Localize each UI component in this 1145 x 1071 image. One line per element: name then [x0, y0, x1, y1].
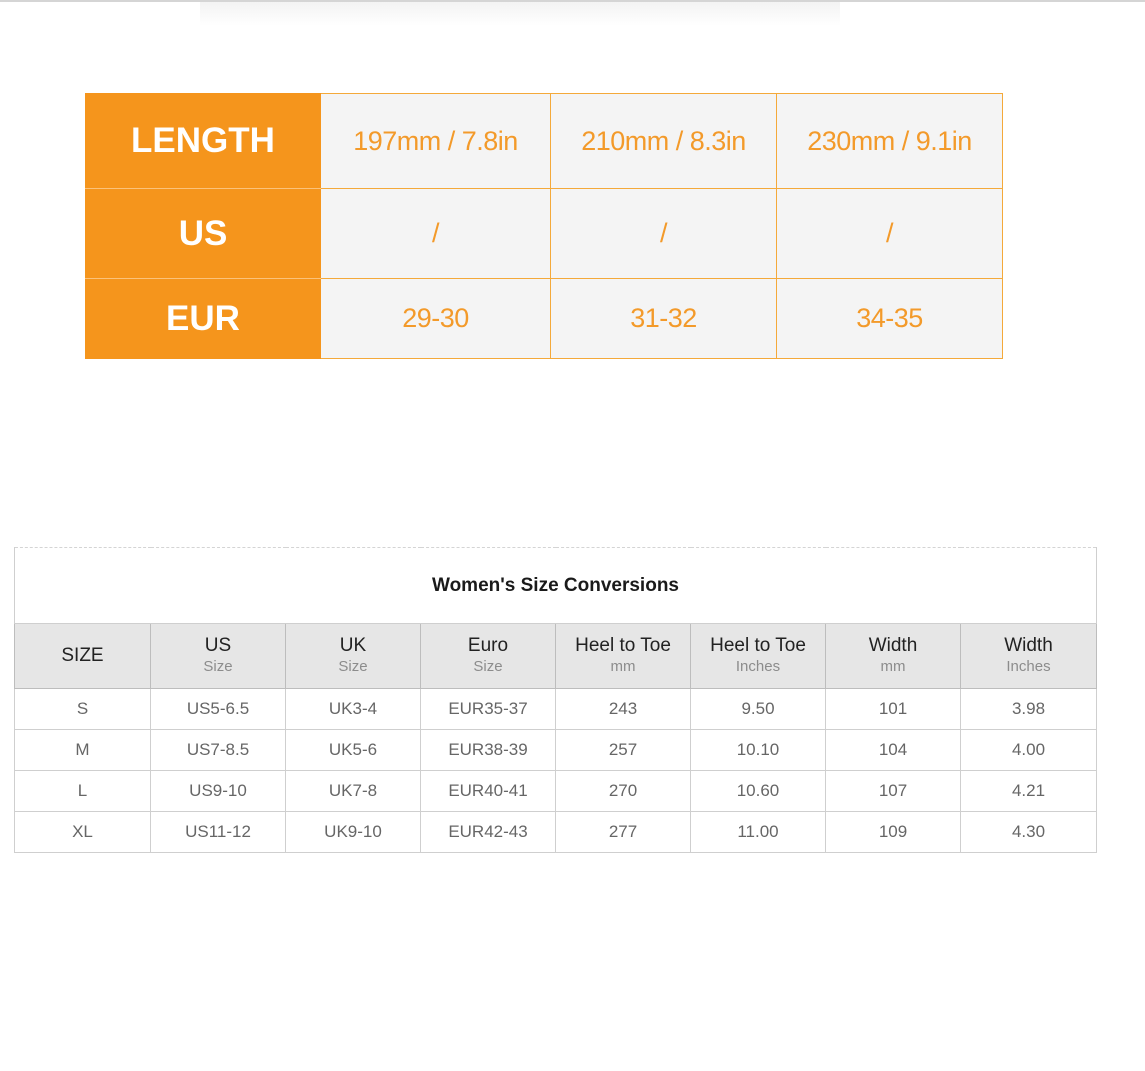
header-label: Width: [868, 635, 918, 656]
table-cell: 107: [826, 771, 961, 812]
table-row: [15, 771, 1097, 812]
eur-label: EUR: [86, 279, 321, 359]
column-header-width-mm: [826, 624, 961, 689]
table-cell: S: [15, 689, 151, 730]
table-cell: US7-8.5: [151, 730, 286, 771]
table-cell: 101: [826, 689, 961, 730]
column-header-size: SIZE: [15, 624, 151, 689]
header-row: [15, 624, 1097, 689]
us-label: US: [86, 189, 321, 279]
table-cell: 10.10: [691, 730, 826, 771]
table-cell: UK3-4: [286, 689, 421, 730]
length-value: 197mm / 7.8in: [321, 94, 551, 189]
table-title: Women's Size Conversions: [15, 548, 1097, 624]
table-cell: 11.00: [691, 812, 826, 853]
table-cell: M: [15, 730, 151, 771]
top-shadow: [200, 2, 840, 26]
length-size-chart: [85, 93, 1003, 359]
table-cell: US5-6.5: [151, 689, 286, 730]
header-unit: mm: [880, 658, 906, 675]
header-label: UK: [339, 635, 367, 656]
us-value: /: [551, 189, 777, 279]
header-unit: Inches: [735, 658, 781, 675]
table-cell: 243: [556, 689, 691, 730]
eur-value: 29-30: [321, 279, 551, 359]
table-cell: UK7-8: [286, 771, 421, 812]
table-cell: UK5-6: [286, 730, 421, 771]
table-cell: 3.98: [961, 689, 1097, 730]
eur-value: 34-35: [777, 279, 1003, 359]
header-label: US: [204, 635, 232, 656]
table-cell: 9.50: [691, 689, 826, 730]
column-header-us: [151, 624, 286, 689]
table-cell: EUR42-43: [421, 812, 556, 853]
table-cell: 109: [826, 812, 961, 853]
table-row: [15, 689, 1097, 730]
column-header-heel-toe-mm: [556, 624, 691, 689]
table-cell: XL: [15, 812, 151, 853]
table-cell: 4.21: [961, 771, 1097, 812]
column-header-width-inches: [961, 624, 1097, 689]
length-value: 210mm / 8.3in: [551, 94, 777, 189]
header-label: Heel to Toe: [575, 635, 671, 656]
length-row: [86, 94, 1003, 189]
header-unit: Size: [203, 658, 233, 675]
header-label: Euro: [467, 635, 509, 656]
length-label: LENGTH: [86, 94, 321, 189]
table-cell: 104: [826, 730, 961, 771]
table-cell: 4.00: [961, 730, 1097, 771]
table-cell: 270: [556, 771, 691, 812]
table-cell: US9-10: [151, 771, 286, 812]
column-header-uk: [286, 624, 421, 689]
us-value: /: [777, 189, 1003, 279]
table-cell: EUR40-41: [421, 771, 556, 812]
eur-value: 31-32: [551, 279, 777, 359]
table-cell: L: [15, 771, 151, 812]
womens-size-conversion-table: [14, 547, 1097, 853]
column-header-heel-toe-inches: [691, 624, 826, 689]
eur-row: [86, 279, 1003, 359]
table-cell: EUR38-39: [421, 730, 556, 771]
length-value: 230mm / 9.1in: [777, 94, 1003, 189]
header-unit: Size: [338, 658, 368, 675]
table-row: [15, 730, 1097, 771]
table-cell: 277: [556, 812, 691, 853]
header-unit: Size: [473, 658, 503, 675]
header-label: Width: [1004, 635, 1053, 656]
table-cell: 257: [556, 730, 691, 771]
column-header-euro: [421, 624, 556, 689]
us-value: /: [321, 189, 551, 279]
header-unit: mm: [610, 658, 636, 675]
us-row: [86, 189, 1003, 279]
table-cell: EUR35-37: [421, 689, 556, 730]
table-cell: US11-12: [151, 812, 286, 853]
header-unit: Inches: [1006, 658, 1051, 675]
header-label: Heel to Toe: [710, 635, 806, 656]
table-cell: 10.60: [691, 771, 826, 812]
table-row: [15, 812, 1097, 853]
table-cell: 4.30: [961, 812, 1097, 853]
table-cell: UK9-10: [286, 812, 421, 853]
